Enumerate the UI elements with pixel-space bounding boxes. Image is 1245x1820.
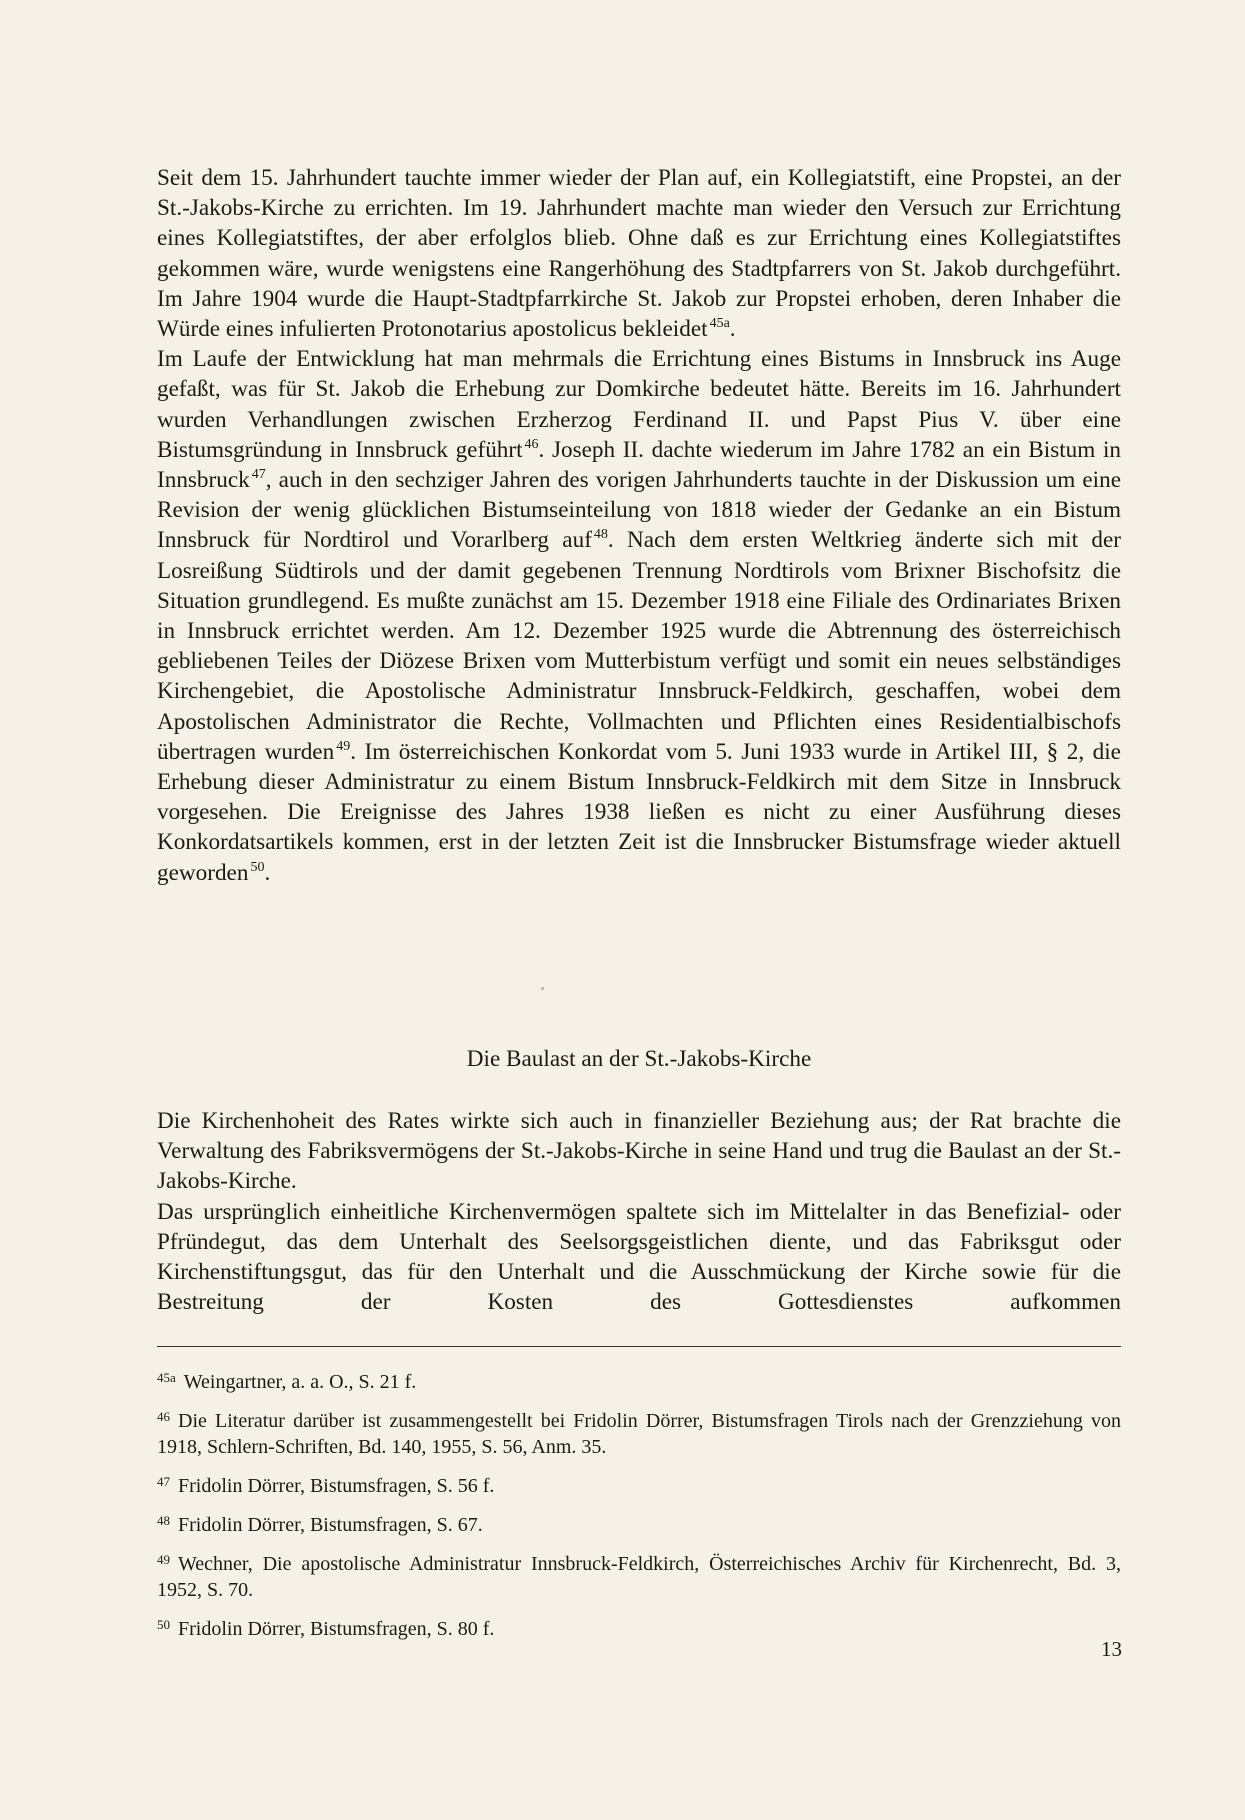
text-run: Seit dem 15. Jahrhundert tauchte immer wieder der Plan auf, ein Kollegiatstift, eine Propstei, an der St.-Jakobs-Kirche zu errichten. Im 19. Jahrhundert machte man wieder den Versuch zur Errichtung eines Kollegiatstiftes, der aber erfolglos blieb. Ohne daß es zur Errichtung eines Kollegiatstiftes gekommen wäre, wurde wenigstens eine Rangerhöhung des Stadtpfarrers von St. Jakob durchgeführt. Im Jahre 1904 wurde die Haupt-Stadtpfarrkirche St. Jakob zur Propstei erhoben, deren Inhaber die Würde eines infulierten Protonotarius apostolicus bekleidet — [157, 165, 1121, 343]
footnote-reference: 45a — [709, 316, 730, 332]
body-text-section-1 — [157, 163, 1121, 888]
footnote — [157, 1365, 1121, 1395]
paper-speck — [541, 987, 544, 990]
section-heading: Die Baulast an der St.-Jakobs-Kirche — [466, 1046, 812, 1072]
footnote-mark: 48 — [157, 1513, 170, 1528]
body-text-section-2 — [157, 1106, 1121, 1317]
footnote-reference: 47 — [251, 467, 266, 483]
footnote-text: Wechner, Die apostolische Administratur Innsbruck-Feldkirch, Österreichisches Archiv für Kirchenrecht, Bd. 3, 1952, S. 70. — [157, 1553, 1121, 1601]
footnote-divider — [157, 1346, 1121, 1347]
text-run: Die Kirchenhoheit des Rates wirkte sich auch in finanzieller Beziehung aus; der Rat brachte die Verwaltung des Fabriksvermögens der St.-Jakobs-Kirche in seine Hand und trug die Baulast an der St.-Jakobs-Kirche. — [157, 1108, 1121, 1195]
footnote-mark: 46 — [157, 1409, 170, 1424]
text-run: . — [264, 859, 271, 886]
paragraph — [157, 1197, 1121, 1318]
text-run: , auch in den sechziger Jahren des vorigen Jahrhunderts tauchte in der Diskussion um eine Revision der wenig glücklichen Bistumseinteilung von 1818 wieder der Gedanke an ein Bistum Innsbruck für Nordtirol und Vorarlberg auf — [157, 467, 1121, 554]
text-run: . — [729, 316, 736, 343]
footnote-mark: 45a — [157, 1370, 176, 1385]
footnote — [157, 1508, 1121, 1538]
footnotes — [157, 1365, 1121, 1651]
footnote-mark: 50 — [157, 1617, 170, 1632]
footnote — [157, 1404, 1121, 1460]
paragraph — [157, 1106, 1121, 1197]
text-run: . Nach dem ersten Weltkrieg änderte sich mit der Losreißung Südtirols und der damit gegebenen Trennung Nordtirols vom Brixner Bischofsitz die Situation grundlegend. Es mußte zunächst am 15. Dezember 1918 eine Filiale des Ordinariates Brixen in Innsbruck errichtet werden. Am 12. Dezember 1925 wurde die Abtrennung des österreichisch gebliebenen Teiles der Diözese Brixen vom Mutterbistum verfügt und somit ein neues selbständiges Kirchengebiet, die Apostolische Administratur Innsbruck-Feldkirch, geschaffen, wobei dem Apostolischen Administrator die Rechte, Vollmachten und Pflichten eines Residentialbischofs übertragen wurden — [157, 527, 1121, 765]
paragraph — [157, 163, 1121, 344]
page-number: 13 — [1101, 1637, 1122, 1661]
footnote-reference: 48 — [593, 527, 608, 543]
footnote-reference: 46 — [524, 436, 539, 452]
footnote — [157, 1547, 1121, 1603]
footnote-mark: 47 — [157, 1474, 170, 1489]
text-run: . Im österreichischen Konkordat vom 5. Juni 1933 wurde in Artikel III, § 2, die Erhebung dieser Administratur zu einem Bistum Innsbruck-Feldkirch mit dem Sitze in Innsbruck vorgesehen. Die Ereignisse des Jahres 1938 ließen es nicht zu einer Ausführung dieses Konkordatsartikels kommen, erst in der letzten Zeit ist die Innsbrucker Bistumsfrage wieder aktuell geworden — [157, 738, 1121, 886]
footnote-text: Weingartner, a. a. O., S. 21 f. — [183, 1371, 417, 1393]
footnote-text: Fridolin Dörrer, Bistumsfragen, S. 80 f. — [178, 1618, 495, 1640]
footnote-reference: 49 — [336, 738, 351, 754]
footnote-reference: 50 — [250, 859, 265, 875]
text-run: Im Laufe der Entwicklung hat man mehrmals die Errichtung eines Bistums in Innsbruck ins Auge gefaßt, was für St. Jakob die Erhebung zur Domkirche bedeutet hätte. Bereits im 16. Jahrhundert wurden Verhandlungen zwischen Erzherzog Ferdinand II. und Papst Pius V. über eine Bistumsgründung in Innsbruck geführt — [157, 346, 1121, 463]
footnote — [157, 1612, 1121, 1642]
footnote-text: Fridolin Dörrer, Bistumsfragen, S. 56 f. — [178, 1475, 495, 1497]
footnote-text: Die Literatur darüber ist zusammengestellt bei Fridolin Dörrer, Bistumsfragen Tirols nach der Grenzziehung von 1918, Schlern-Schriften, Bd. 140, 1955, S. 56, Anm. 35. — [157, 1410, 1121, 1458]
footnote-mark: 49 — [157, 1552, 170, 1567]
footnote — [157, 1469, 1121, 1499]
text-run: Das ursprünglich einheitliche Kirchenvermögen spaltete sich im Mittelalter in das Benefizial- oder Pfründegut, das dem Unterhalt des Seelsorgsgeistlichen diente, und das Fabriksgut oder Kirchenstiftungsgut, das für den Unterhalt und die Ausschmückung der Kirche sowie für die Bestreitung der Kosten des Gottesdienstes aufkommen — [157, 1198, 1121, 1316]
footnote-text: Fridolin Dörrer, Bistumsfragen, S. 67. — [178, 1514, 483, 1536]
text-run: . Joseph II. dachte wiederum im Jahre 1782 an ein Bistum in Innsbruck — [157, 436, 1121, 494]
paragraph — [157, 344, 1121, 888]
